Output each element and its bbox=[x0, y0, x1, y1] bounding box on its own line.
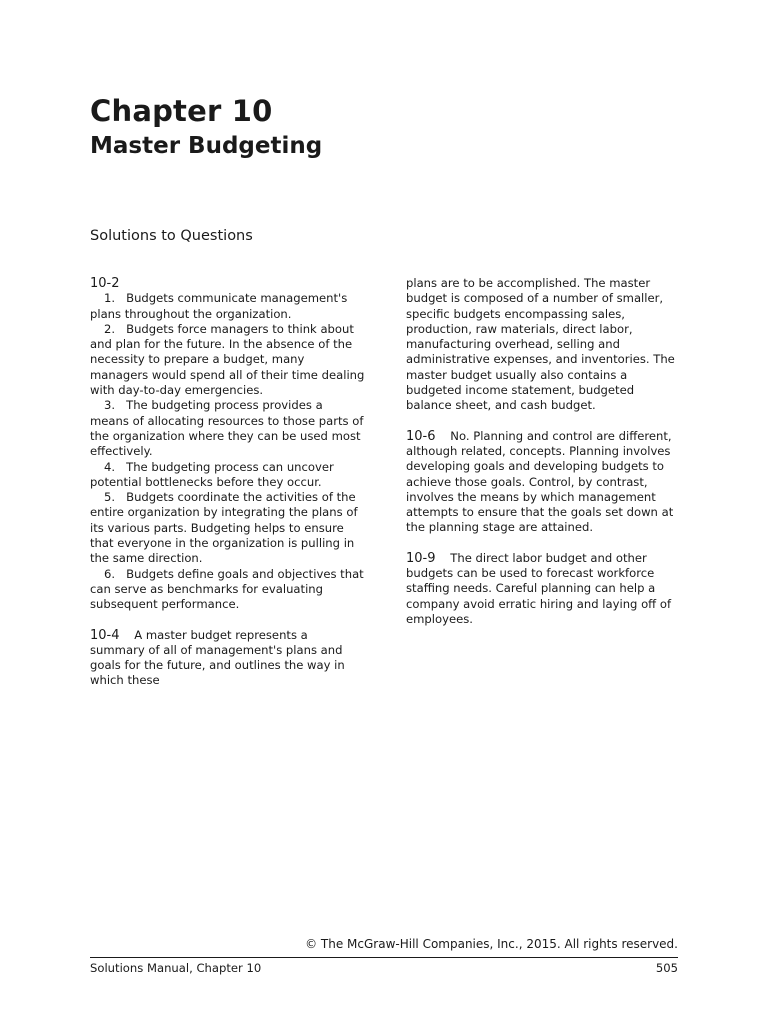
question-10-4 bbox=[90, 628, 365, 689]
footer-divider bbox=[90, 957, 678, 958]
answer-item: 2. Budgets force managers to think about and plan for the future. In the absence of the necessity to prepare a budget, many managers would spend all of their time dealing with day-to-day emergencies. bbox=[90, 321, 365, 398]
answer-item: 5. Budgets coordinate the activities of the entire organization by integrating the plans of its various parts. Budgeting helps to ensure that everyone in the organization is pulling in the same direction. bbox=[90, 490, 358, 566]
answer-item: 1. Budgets communicate management's plans throughout the organization. bbox=[90, 291, 348, 321]
answer-item: 3. The budgeting process provides a means of allocating resources to those parts of the organization where they can be used most effectively. bbox=[90, 398, 364, 459]
section-heading: Solutions to Questions bbox=[90, 228, 253, 244]
footer-manual-label: Solutions Manual, Chapter 10 bbox=[90, 961, 262, 975]
chapter-title: Master Budgeting bbox=[90, 133, 323, 159]
answer-text: The direct labor budget and other budgets can be used to forecast workforce staffing needs. Careful planning can help a company avoid erratic hiring and laying off of employees. bbox=[406, 550, 672, 626]
left-column bbox=[90, 276, 365, 689]
chapter-number: Chapter 10 bbox=[90, 94, 273, 128]
copyright-notice: © The McGraw-Hill Companies, Inc., 2015. All rights reserved. bbox=[305, 937, 678, 951]
question-10-6 bbox=[406, 429, 681, 536]
question-10-4-continued: plans are to be accomplished. The master budget is composed of a number of smaller, specific budgets encompassing sales, production, raw materials, direct labor, manufacturing overhead, selling and administrative expenses, and inventories. The master budget usually also contains a budgeted income statement, budgeted balance sheet, and cash budget. bbox=[406, 276, 675, 413]
question-number: 10-9 bbox=[406, 550, 436, 566]
question-10-2 bbox=[90, 276, 365, 613]
answer-item: 6. Budgets define goals and objectives that can serve as benchmarks for evaluating subsequent performance. bbox=[90, 566, 364, 612]
page-number: 505 bbox=[655, 961, 678, 975]
answer-text: No. Planning and control are different, although related, concepts. Planning involves developing goals and developing budgets to achieve those goals. Control, by contrast, involves the means by which management attempts to ensure that the goals set down at the planning stage are attained. bbox=[406, 428, 674, 535]
answer-item: 4. The budgeting process can uncover potential bottlenecks before they occur. bbox=[90, 459, 334, 489]
question-10-9 bbox=[406, 551, 681, 627]
question-number: 10-2 bbox=[90, 276, 120, 291]
question-number: 10-4 bbox=[90, 627, 120, 643]
question-number: 10-6 bbox=[406, 428, 436, 444]
answer-text: A master budget represents a summary of all of management's plans and goals for the future, and outlines the way in which these bbox=[90, 627, 345, 688]
right-column bbox=[406, 276, 681, 627]
